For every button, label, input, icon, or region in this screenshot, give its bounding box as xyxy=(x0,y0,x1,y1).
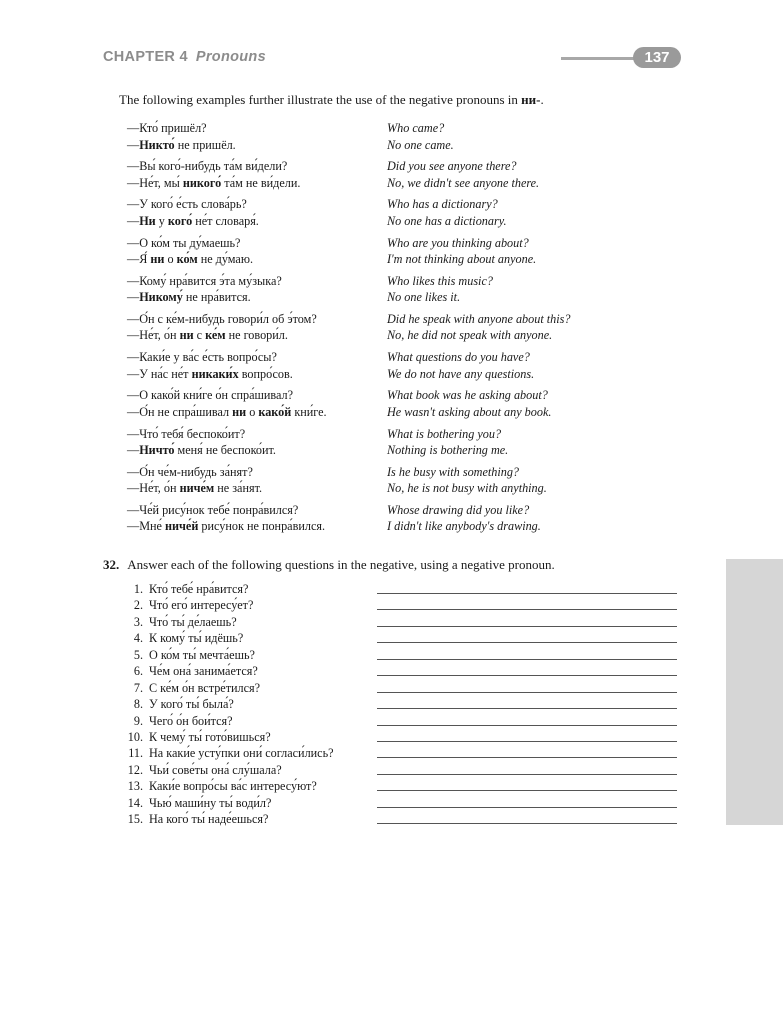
example-pair xyxy=(127,273,647,311)
exercise-number: 32. xyxy=(103,557,120,572)
intro-end: . xyxy=(540,92,544,107)
text-segment: не за́нят. xyxy=(214,481,263,496)
negative-pronoun: никого́ xyxy=(182,175,222,190)
exercise-item xyxy=(125,581,685,597)
thumb-tab xyxy=(726,559,783,825)
text-segment: кни́ге. xyxy=(291,404,327,419)
negative-pronoun: ни xyxy=(232,404,247,419)
negative-pronoun: ни xyxy=(150,252,165,267)
english-translation xyxy=(387,502,541,535)
chapter-label: CHAPTER 4 xyxy=(103,49,188,65)
exercise-heading xyxy=(103,557,555,573)
intro-text: The following examples further illustrate the use of the negative pronouns in xyxy=(119,92,522,107)
item-question: У кого́ ты́ была́? xyxy=(149,697,234,712)
text-segment: —Я́ xyxy=(127,252,151,267)
running-head xyxy=(103,49,266,65)
exercise-item xyxy=(125,778,685,794)
text-segment: меня́ не беспоко́ит. xyxy=(174,443,276,457)
russian-answer xyxy=(127,137,236,154)
answer-blank[interactable] xyxy=(377,741,677,742)
english-question: Who came? xyxy=(387,121,445,135)
russian-answer xyxy=(127,480,262,497)
negative-pronoun: ниче́й xyxy=(165,519,199,534)
text-segment: о xyxy=(164,252,177,267)
text-segment: — xyxy=(127,290,140,305)
russian-dialogue xyxy=(127,311,317,344)
english-answer: No one has a dictionary. xyxy=(387,213,507,228)
russian-answer xyxy=(127,175,300,192)
russian-dialogue xyxy=(127,387,327,420)
example-list xyxy=(127,120,647,540)
item-number: 7. xyxy=(133,680,143,695)
exercise-item xyxy=(125,680,685,696)
item-number: 14. xyxy=(127,795,143,810)
answer-blank[interactable] xyxy=(377,725,677,726)
item-question: На кого́ ты́ наде́ешься? xyxy=(149,812,269,827)
answer-blank[interactable] xyxy=(377,692,677,693)
page-header xyxy=(103,47,683,69)
russian-dialogue xyxy=(127,349,293,382)
item-question: Че́м она́ занима́ется? xyxy=(149,664,258,679)
item-question: На каки́е усту́пки они́ согласи́лись? xyxy=(149,746,334,761)
text-segment: у xyxy=(155,213,168,228)
text-segment: —Че́й рису́нок тебе́ понра́вился? xyxy=(127,502,299,517)
exercise-item xyxy=(125,597,685,613)
item-number: 4. xyxy=(133,631,143,646)
english-question: What questions do you have? xyxy=(387,350,530,365)
example-pair xyxy=(127,158,647,196)
answer-blank[interactable] xyxy=(377,790,677,791)
text-segment: —О́н с ке́м-нибудь говори́л об э́том? xyxy=(127,311,317,326)
russian-dialogue xyxy=(127,158,300,191)
example-pair xyxy=(127,426,647,464)
english-answer: No, we didn't see anyone there. xyxy=(387,175,540,190)
russian-question xyxy=(127,158,300,175)
english-question: What book was he asking about? xyxy=(387,388,548,403)
english-translation xyxy=(387,311,570,344)
example-pair xyxy=(127,120,647,158)
english-translation xyxy=(387,235,536,268)
russian-answer xyxy=(127,213,259,230)
answer-blank[interactable] xyxy=(377,593,677,594)
english-answer: No, he is not busy with anything. xyxy=(387,481,547,496)
item-number: 8. xyxy=(133,697,143,712)
exercise-item xyxy=(125,663,685,679)
english-answer: He wasn't asking about any book. xyxy=(387,404,552,419)
russian-answer xyxy=(127,518,325,535)
russian-question xyxy=(127,120,236,137)
negative-pronoun: ко́м xyxy=(176,252,198,267)
russian-dialogue xyxy=(127,464,262,497)
answer-blank[interactable] xyxy=(377,675,677,676)
negative-pronoun: ни xyxy=(179,328,194,343)
negative-pronoun: ниче́м xyxy=(179,481,215,496)
english-answer: I'm not thinking about anyone. xyxy=(387,252,537,267)
russian-dialogue xyxy=(127,196,259,229)
item-question: К кому́ ты́ идёшь? xyxy=(149,631,244,646)
item-question: К чему́ ты́ гото́вишься? xyxy=(149,729,271,744)
item-question: Кто́ тебе́ нра́вится? xyxy=(149,582,249,596)
english-translation xyxy=(387,158,539,191)
text-segment: —О како́й кни́ге о́н спра́шивал? xyxy=(127,388,294,403)
russian-question xyxy=(127,464,262,481)
item-question: Каки́е вопро́сы ва́с интересу́ют? xyxy=(149,779,317,794)
english-question: Did you see anyone there? xyxy=(387,159,517,174)
text-segment: не ду́маю. xyxy=(197,252,253,267)
exercise-list xyxy=(125,581,685,828)
text-segment: —Вы́ кого́-нибудь та́м ви́дели? xyxy=(127,159,288,174)
russian-question xyxy=(127,311,317,328)
text-segment: —О́н не спра́шивал xyxy=(127,404,233,419)
text-segment: —Кто́ пришёл? xyxy=(127,121,207,135)
negative-pronoun: ке́м xyxy=(205,328,226,343)
item-question: Чью́ маши́ну ты́ води́л? xyxy=(149,795,272,810)
negative-pronoun: Никому́ xyxy=(139,290,183,305)
answer-blank[interactable] xyxy=(377,708,677,709)
english-translation xyxy=(387,349,534,382)
item-number: 11. xyxy=(128,746,143,761)
english-translation xyxy=(387,196,507,229)
negative-pronoun: никаки́х xyxy=(191,366,239,381)
item-question: Что́ ты́ де́лаешь? xyxy=(149,614,237,629)
page-number: 137 xyxy=(633,47,681,68)
item-number: 10. xyxy=(127,729,143,744)
english-translation xyxy=(387,120,454,153)
exercise-item xyxy=(125,795,685,811)
answer-blank[interactable] xyxy=(377,609,677,610)
english-translation xyxy=(387,426,508,459)
text-segment: —О ко́м ты ду́маешь? xyxy=(127,235,241,250)
text-segment: не́т словаря́. xyxy=(192,213,259,228)
english-answer: We do not have any questions. xyxy=(387,366,535,381)
example-pair xyxy=(127,235,647,273)
item-question: Чего́ о́н бои́тся? xyxy=(149,713,233,728)
text-segment: —Что́ тебя́ беспоко́ит? xyxy=(127,426,246,441)
russian-question xyxy=(127,273,282,290)
answer-blank[interactable] xyxy=(377,659,677,660)
answer-blank[interactable] xyxy=(377,626,677,627)
russian-question xyxy=(127,349,293,366)
answer-blank[interactable] xyxy=(377,823,677,824)
example-pair xyxy=(127,464,647,502)
text-segment: — xyxy=(127,137,140,152)
text-segment: не пришёл. xyxy=(174,137,236,152)
text-segment: —У на́с не́т xyxy=(127,366,192,381)
item-number: 2. xyxy=(133,598,143,613)
item-number: 6. xyxy=(133,664,143,679)
item-number: 5. xyxy=(133,647,143,662)
text-segment: —Мне́ xyxy=(127,519,166,534)
text-segment: — xyxy=(127,443,140,457)
english-answer: No one likes it. xyxy=(387,290,461,305)
english-answer: No, he did not speak with anyone. xyxy=(387,328,553,343)
exercise-item xyxy=(125,630,685,646)
text-segment: —Не́т, о́н xyxy=(127,328,180,343)
english-answer: I didn't like anybody's drawing. xyxy=(387,519,541,534)
english-question: Did he speak with anyone about this? xyxy=(387,311,571,326)
russian-answer xyxy=(127,289,282,306)
exercise-item xyxy=(125,647,685,663)
negative-pronoun: Никто́ xyxy=(139,137,175,152)
english-question: Who has a dictionary? xyxy=(387,197,498,212)
russian-question xyxy=(127,502,325,519)
russian-dialogue xyxy=(127,273,282,306)
english-question: Whose drawing did you like? xyxy=(387,502,530,517)
english-answer: No one came. xyxy=(387,137,454,152)
answer-blank[interactable] xyxy=(377,642,677,643)
negative-pronoun: кого́ xyxy=(167,213,193,228)
item-question: Что́ его́ интересу́ет? xyxy=(149,598,254,613)
intro-paragraph xyxy=(119,92,544,108)
russian-answer xyxy=(127,442,276,459)
example-pair xyxy=(127,502,647,540)
item-question: Чьи́ сове́ты она́ слу́шала? xyxy=(149,762,282,777)
russian-answer xyxy=(127,251,253,268)
english-translation xyxy=(387,464,547,497)
russian-question xyxy=(127,196,259,213)
item-number: 15. xyxy=(127,812,143,827)
english-question: Who are you thinking about? xyxy=(387,235,529,250)
text-segment: —Каки́е у ва́с е́сть вопро́сы? xyxy=(127,350,277,365)
english-answer: Nothing is bothering me. xyxy=(387,443,509,457)
negative-pronoun: Ничто́ xyxy=(139,443,175,457)
text-segment: — xyxy=(127,213,140,228)
negative-pronoun: Ни xyxy=(139,213,156,228)
russian-question xyxy=(127,387,327,404)
english-question: Is he busy with something? xyxy=(387,464,520,479)
example-pair xyxy=(127,196,647,234)
english-question: Who likes this music? xyxy=(387,273,493,288)
item-number: 13. xyxy=(127,779,143,794)
text-segment: —Не́т, мы́ xyxy=(127,175,183,190)
header-rule xyxy=(561,57,641,60)
exercise-item xyxy=(125,614,685,630)
answer-blank[interactable] xyxy=(377,774,677,775)
item-number: 9. xyxy=(133,713,143,728)
text-segment: не говори́л. xyxy=(225,328,288,343)
example-pair xyxy=(127,311,647,349)
russian-dialogue xyxy=(127,502,325,535)
russian-question xyxy=(127,426,276,443)
text-segment: —О́н че́м-нибудь за́нят? xyxy=(127,464,253,479)
russian-question xyxy=(127,235,253,252)
russian-answer xyxy=(127,366,293,383)
exercise-item xyxy=(125,811,685,827)
russian-answer xyxy=(127,327,317,344)
answer-blank[interactable] xyxy=(377,757,677,758)
english-translation xyxy=(387,273,493,306)
english-question: What is bothering you? xyxy=(387,426,502,441)
text-segment: о xyxy=(246,404,259,419)
item-question: О ко́м ты́ мечта́ешь? xyxy=(149,647,255,662)
text-segment: вопро́сов. xyxy=(238,366,293,381)
text-segment: с xyxy=(193,328,206,343)
text-segment: рису́нок не понра́вился. xyxy=(198,519,326,534)
exercise-instruction: Answer each of the following questions in the negative, using a negative pronoun. xyxy=(127,557,555,572)
text-segment: не нра́вится. xyxy=(182,290,251,305)
exercise-item xyxy=(125,713,685,729)
exercise-item xyxy=(125,745,685,761)
item-number: 12. xyxy=(127,762,143,777)
russian-dialogue xyxy=(127,235,253,268)
text-segment: —Кому́ нра́вится э́та му́зыка? xyxy=(127,273,282,288)
answer-blank[interactable] xyxy=(377,807,677,808)
example-pair xyxy=(127,387,647,425)
exercise-item xyxy=(125,762,685,778)
intro-emphasis: ни- xyxy=(521,92,541,107)
exercise-item xyxy=(125,729,685,745)
item-question: С ке́м о́н встре́тился? xyxy=(149,680,261,695)
negative-pronoun: како́й xyxy=(258,404,292,419)
russian-answer xyxy=(127,404,327,421)
text-segment: —Не́т, о́н xyxy=(127,481,180,496)
example-pair xyxy=(127,349,647,387)
russian-dialogue xyxy=(127,426,276,459)
russian-dialogue xyxy=(127,120,236,153)
english-translation xyxy=(387,387,551,420)
text-segment: та́м не ви́дели. xyxy=(221,175,301,190)
item-number: 3. xyxy=(133,614,143,629)
text-segment: —У кого́ е́сть слова́рь? xyxy=(127,197,247,212)
item-number: 1. xyxy=(133,582,143,596)
exercise-item xyxy=(125,696,685,712)
chapter-subtitle: Pronouns xyxy=(195,49,266,65)
